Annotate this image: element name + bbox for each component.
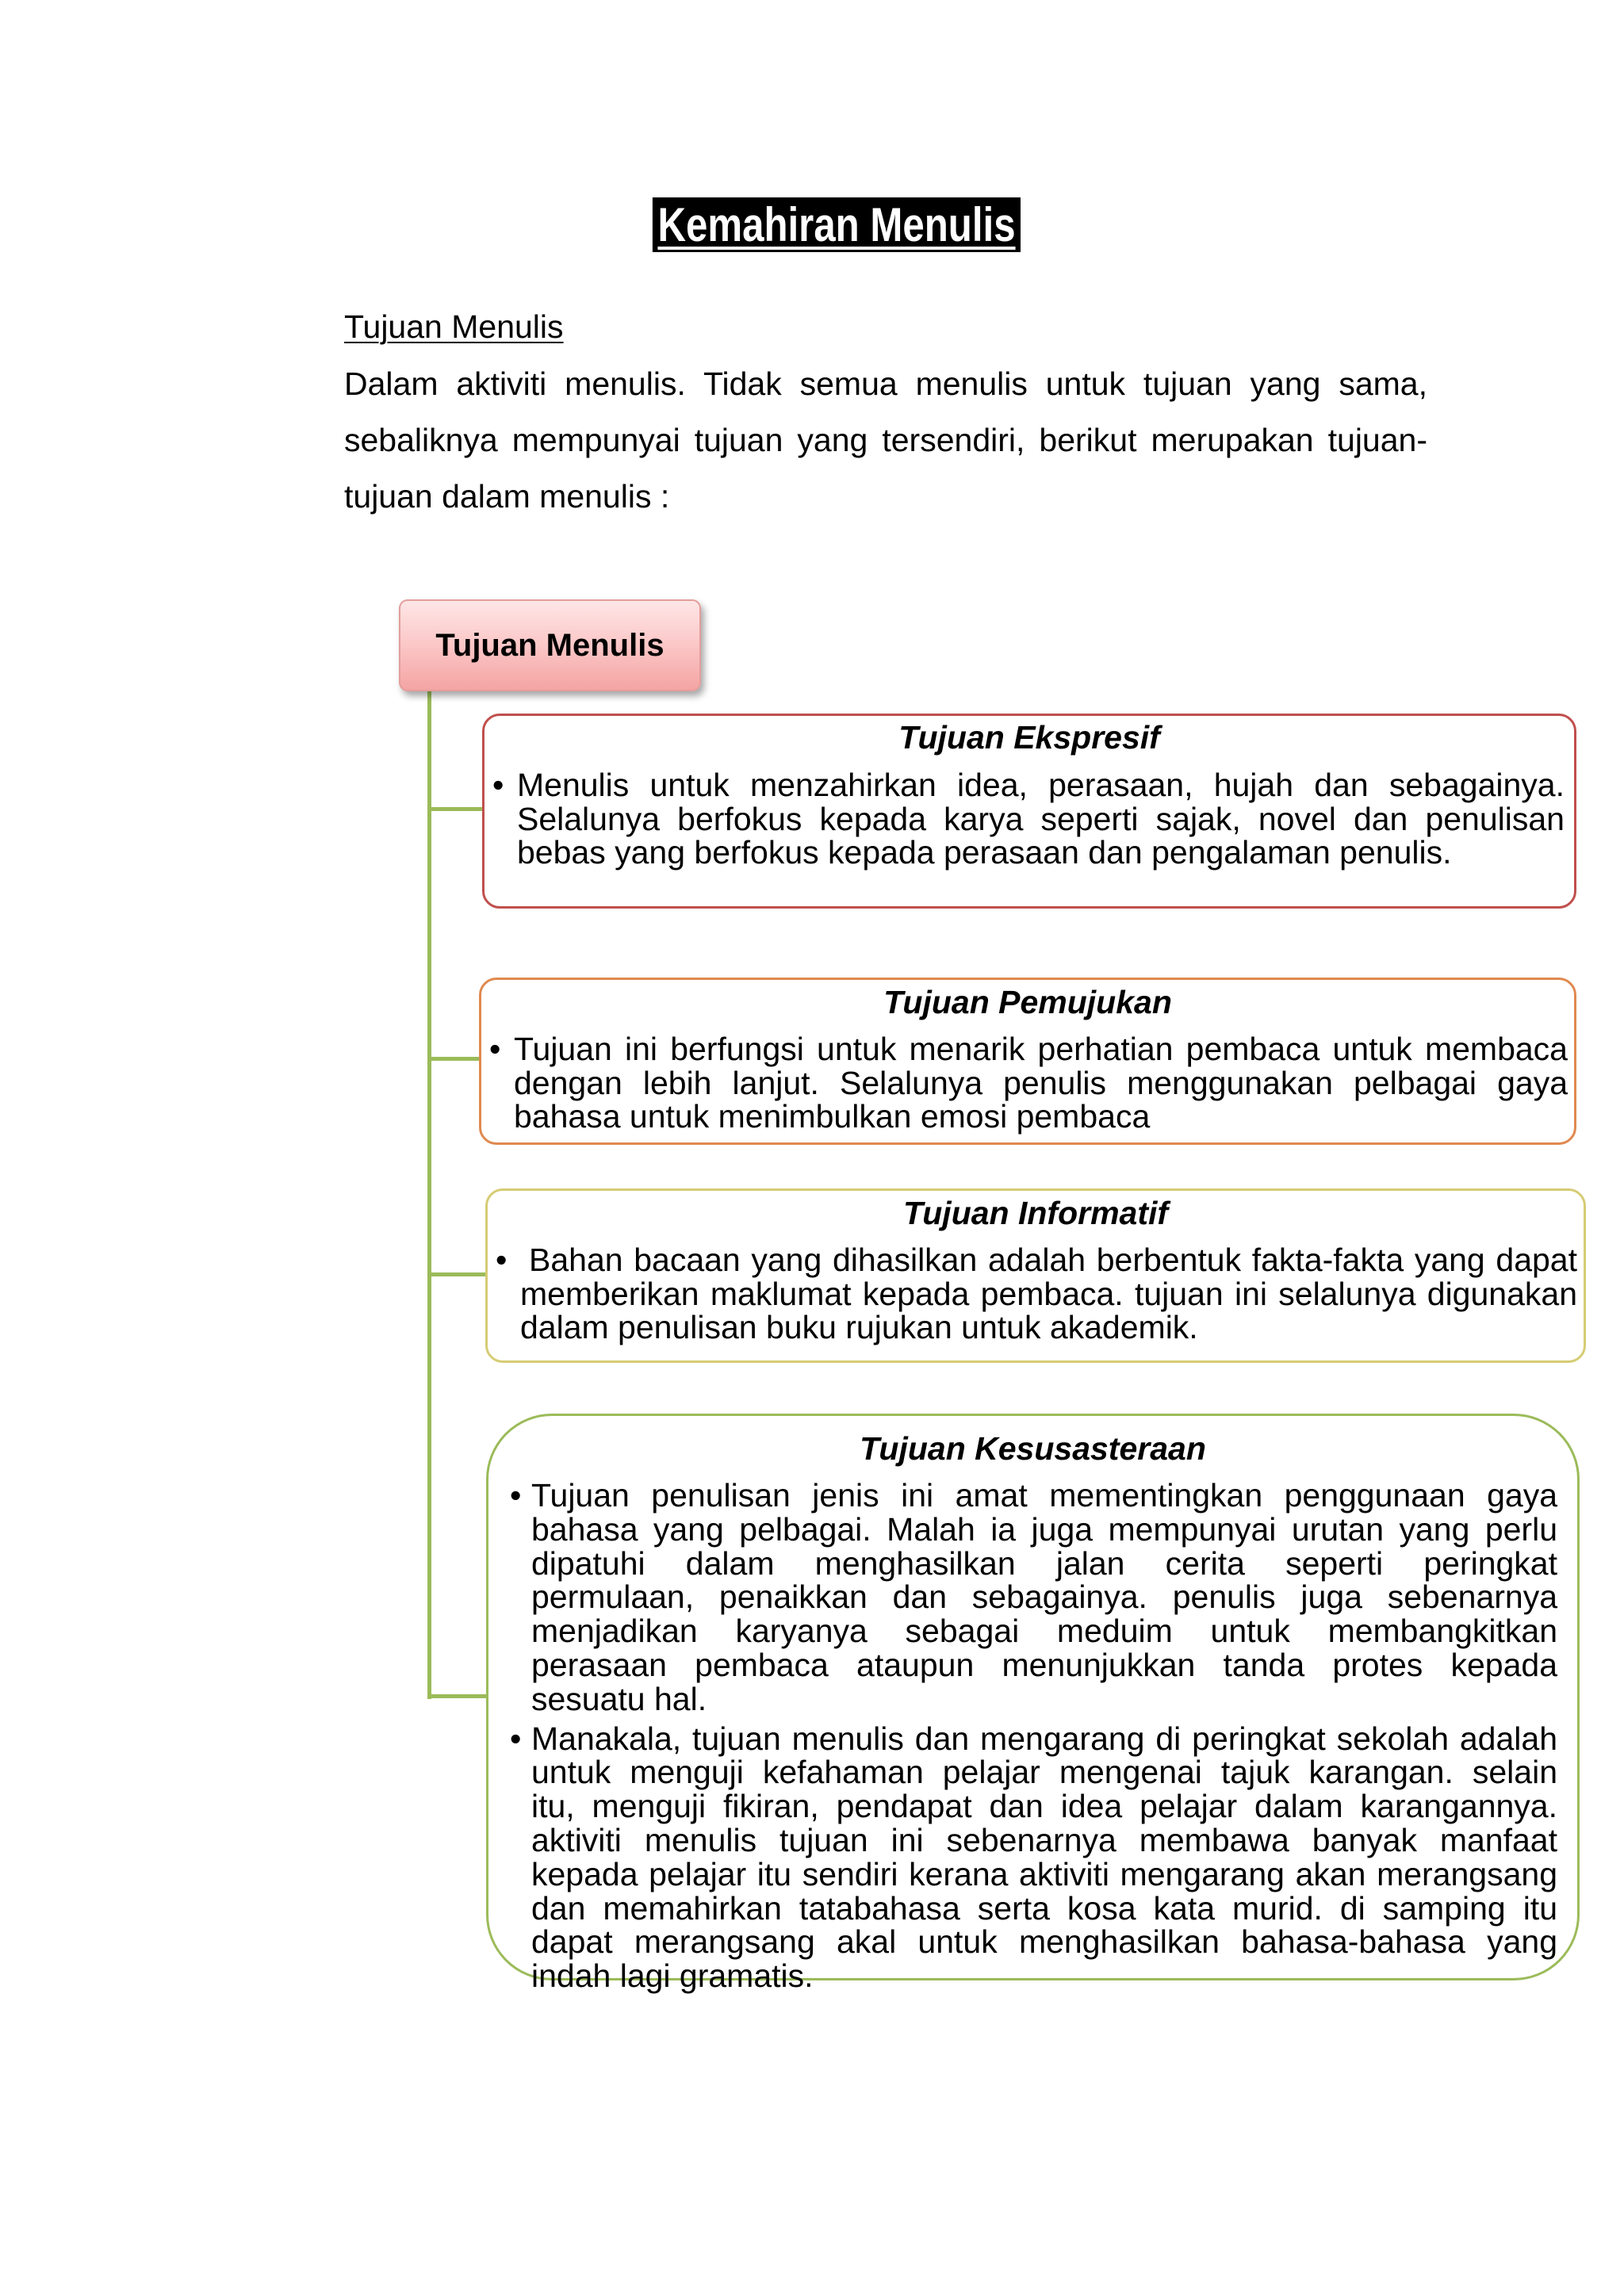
bullet-marker: • bbox=[496, 1242, 508, 1278]
bullet-line: Bahan bacaan yang dihasilkan adalah berbentuk fakta-fakta yang dapat bbox=[529, 1242, 1577, 1278]
bullet-line: Tujuan ini berfungsi untuk menarik perhatian pembaca untuk membaca bbox=[514, 1031, 1568, 1067]
bullet-marker: • bbox=[492, 767, 504, 803]
intro-line: sebaliknya mempunyai tujuan yang tersendiri, berikut merupakan tujuan- bbox=[344, 422, 1427, 458]
bullet-line: dapat merangsang akal untuk menghasilkan bahasa-bahasa yang bbox=[531, 1923, 1557, 1961]
bullet-line: perasaan pembaca ataupun menunjukkan tanda protes kepada bbox=[531, 1646, 1557, 1683]
bullet-line: dipatuhi dalam menghasilkan jalan cerita seperti peringkat bbox=[531, 1544, 1557, 1582]
bullet-line: dan memahirkan tatabahasa serta kosa kata murid. di samping itu bbox=[531, 1889, 1557, 1927]
node-title: Tujuan Pemujukan bbox=[883, 984, 1172, 1020]
document-title: Kemahiran Menulis bbox=[653, 197, 1021, 252]
bullet-line: memberikan maklumat kepada pembaca. tujuan ini selalunya digunakan bbox=[520, 1275, 1577, 1312]
bullet-marker: • bbox=[510, 1477, 522, 1513]
bullet-line: Selalunya berfokus kepada karya seperti sajak, novel dan penulisan bbox=[517, 800, 1565, 837]
bullet-line: Menulis untuk menzahirkan idea, perasaan, hujah dan sebagainya. bbox=[517, 767, 1565, 803]
connector-branch bbox=[427, 1694, 487, 1698]
connector-branch bbox=[427, 1057, 480, 1061]
bullet-line: sesuatu hal. bbox=[531, 1680, 707, 1717]
intro-paragraph bbox=[344, 356, 1427, 525]
bullet-line: aktiviti menulis tujuan ini sebenarnya membawa banyak manfaat bbox=[531, 1821, 1557, 1858]
intro-line: tujuan dalam menulis : bbox=[344, 478, 670, 515]
section-heading: Tujuan Menulis bbox=[344, 308, 564, 345]
bullet-line: dalam penulisan buku rujukan untuk akademik. bbox=[520, 1309, 1198, 1346]
bullet-line: bahasa yang pelbagai. Malah ia juga mempunyai urutan yang perlu bbox=[531, 1510, 1557, 1548]
diagram-root-node bbox=[399, 599, 701, 691]
bullet-item bbox=[492, 767, 1565, 871]
bullet-line: untuk menguji kefahaman pelajar mengenai tajuk karangan. selain bbox=[531, 1754, 1557, 1791]
bullet-list bbox=[492, 767, 1565, 871]
bullet-line: kepada pelajar itu sendiri kerana aktiviti mengarang akan merangsang bbox=[531, 1855, 1557, 1892]
bullet-item bbox=[510, 1720, 1557, 1995]
bullet-line: itu, menguji fikiran, pendapat dan idea pelajar dalam karangannya. bbox=[531, 1788, 1557, 1825]
bullet-line: bahasa untuk menimbulkan emosi pembaca bbox=[514, 1098, 1151, 1135]
bullet-line: indah lagi gramatis. bbox=[531, 1957, 814, 1995]
bullet-line: Tujuan penulisan jenis ini amat mementingkan penggunaan gaya bbox=[531, 1477, 1557, 1513]
node-title: Tujuan Informatif bbox=[902, 1195, 1169, 1231]
bullet-list bbox=[510, 1477, 1557, 1995]
node-tujuan-informatif bbox=[485, 1188, 1586, 1363]
bullet-item bbox=[510, 1477, 1557, 1717]
connector-branch bbox=[427, 807, 483, 811]
bullet-marker: • bbox=[489, 1031, 501, 1067]
bullet-line: permulaan, penaikkan dan sebagainya. penulis juga sebenarnya bbox=[531, 1578, 1557, 1616]
bullet-line: dengan lebih lanjut. Selalunya penulis menggunakan pelbagai gaya bbox=[514, 1064, 1568, 1101]
root-node-label: Tujuan Menulis bbox=[435, 627, 665, 663]
connector-branch bbox=[427, 1272, 486, 1276]
node-title: Tujuan Ekspresif bbox=[898, 719, 1160, 756]
bullet-line: Manakala, tujuan menulis dan mengarang di peringkat sekolah adalah bbox=[531, 1720, 1557, 1757]
bullet-line: menjadikan karyanya sebagai meduim untuk membangkitkan bbox=[531, 1613, 1557, 1650]
bullet-item bbox=[496, 1242, 1577, 1346]
node-title: Tujuan Kesusasteraan bbox=[860, 1430, 1206, 1467]
node-tujuan-kesusasteraan bbox=[486, 1414, 1580, 1995]
bullet-item bbox=[489, 1031, 1568, 1135]
connector-trunk bbox=[427, 691, 431, 1699]
bullet-list bbox=[489, 1031, 1568, 1135]
bullet-list bbox=[496, 1242, 1577, 1346]
bullet-marker: • bbox=[510, 1720, 522, 1757]
node-tujuan-pemujukan bbox=[479, 978, 1576, 1145]
node-tujuan-ekspresif bbox=[482, 714, 1576, 909]
intro-line: Dalam aktiviti menulis. Tidak semua menulis untuk tujuan yang sama, bbox=[344, 365, 1427, 402]
bullet-line: bebas yang berfokus kepada perasaan dan pengalaman penulis. bbox=[517, 834, 1452, 871]
